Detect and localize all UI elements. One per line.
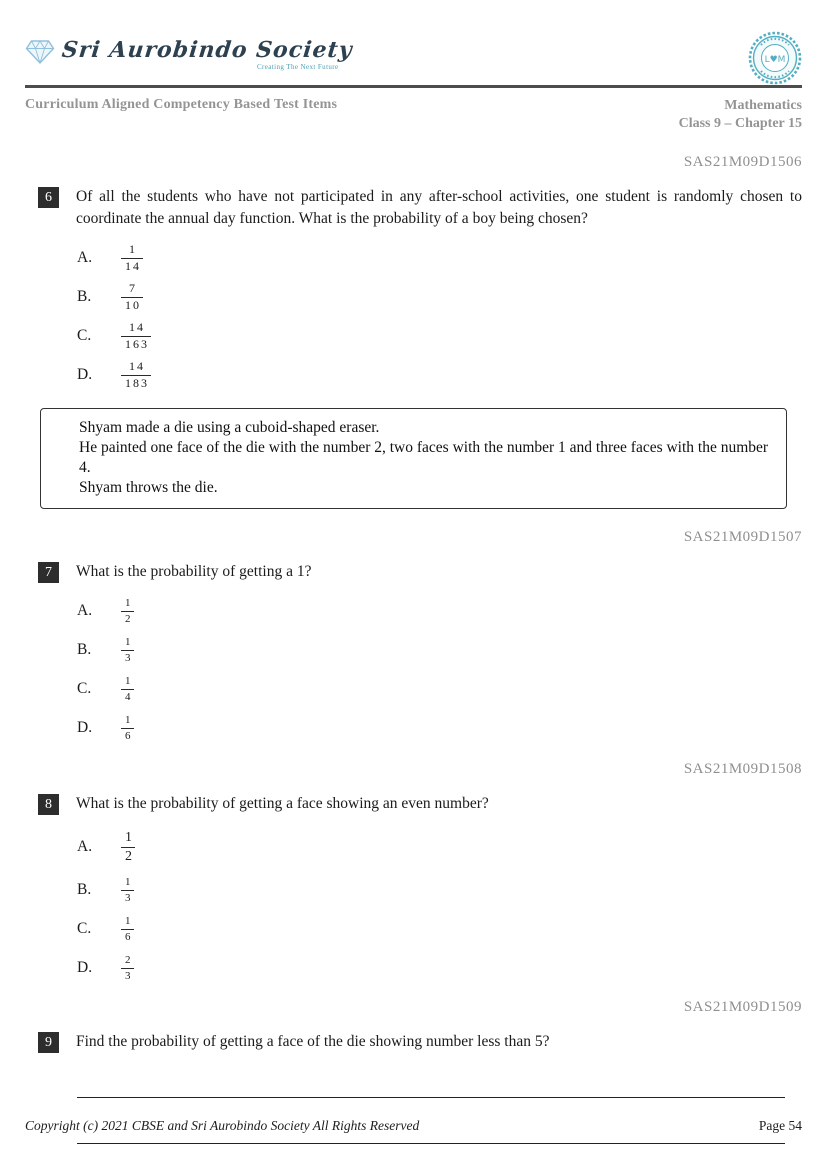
fraction-denominator: 3 — [121, 650, 134, 665]
fraction-denominator: 183 — [121, 375, 151, 391]
question-code: SAS21M09D1506 — [683, 154, 802, 171]
logo-tagline: Creating The Next Future — [256, 63, 339, 71]
option-letter: B. — [77, 881, 92, 899]
question-text: What is the probability of getting a face showing an even number? — [76, 795, 489, 813]
option-letter: C. — [77, 920, 92, 938]
diamond-logo-icon — [25, 39, 55, 70]
fraction-numerator: 1 — [125, 876, 132, 889]
context-line: Shyam throws the die. — [79, 478, 218, 496]
fraction-numerator: 14 — [129, 358, 145, 373]
option-row-a — [77, 242, 802, 274]
class-chapter-label: Class 9 – Chapter 15 — [678, 116, 802, 132]
society-emblem-icon — [748, 31, 802, 90]
option-letter: C. — [77, 327, 92, 345]
option-letter: D. — [77, 959, 93, 977]
fraction-denominator: 163 — [121, 336, 151, 352]
question-6 — [25, 186, 802, 229]
fraction — [121, 243, 143, 274]
document-title: Curriculum Aligned Competency Based Test Items — [25, 97, 338, 112]
fraction — [121, 597, 134, 625]
fraction — [121, 954, 134, 982]
fraction-denominator: 10 — [121, 297, 143, 313]
option-row-c — [77, 320, 802, 352]
fraction — [121, 321, 151, 352]
header-divider — [25, 85, 802, 88]
option-row-c — [77, 674, 802, 704]
answer-blank-line — [77, 1094, 785, 1098]
question-8-options — [77, 828, 802, 983]
option-row-d — [77, 359, 802, 391]
question-number-badge: 9 — [38, 1032, 59, 1053]
option-row-d — [77, 953, 802, 983]
option-letter: A. — [77, 602, 93, 620]
question-code: SAS21M09D1508 — [683, 761, 802, 778]
fraction-denominator: 4 — [121, 689, 134, 704]
fraction — [121, 830, 135, 865]
fraction — [121, 876, 134, 904]
question-code: SAS21M09D1509 — [683, 999, 802, 1016]
fraction-denominator: 3 — [121, 890, 134, 905]
fraction-numerator: 1 — [129, 241, 137, 256]
question-number-badge: 7 — [38, 562, 59, 583]
option-row-b — [77, 875, 802, 905]
option-letter: D. — [77, 719, 93, 737]
svg-text:L♥M: L♥M — [764, 55, 786, 65]
fraction — [121, 282, 143, 313]
question-text: Of all the students who have not participated in any after-school activities, one student is randomly chosen to coordinate the annual day function. What is the probability of a boy being chosen? — [76, 188, 802, 227]
fraction-denominator: 2 — [121, 611, 134, 626]
fraction-denominator: 2 — [121, 847, 135, 865]
fraction-numerator: 2 — [125, 954, 132, 967]
question-9 — [25, 1031, 802, 1053]
fraction — [121, 636, 134, 664]
option-row-b — [77, 281, 802, 313]
fraction — [121, 714, 134, 742]
option-letter: B. — [77, 288, 92, 306]
question-6-options — [77, 242, 802, 391]
page-number: Page 54 — [758, 1118, 802, 1133]
society-logo — [25, 30, 353, 71]
question-8 — [25, 793, 802, 815]
option-letter: B. — [77, 641, 92, 659]
option-row-d — [77, 713, 802, 743]
question-7-options — [77, 596, 802, 743]
header — [25, 30, 802, 84]
option-row-c — [77, 914, 802, 944]
subject-label: Mathematics — [724, 98, 802, 113]
context-line: He painted one face of the die with the number 2, two faces with the number 1 and three faces with the number 4. — [79, 438, 769, 476]
fraction-denominator: 3 — [121, 968, 134, 983]
fraction — [121, 360, 151, 391]
question-code: SAS21M09D1507 — [683, 529, 802, 546]
fraction-numerator: 14 — [129, 319, 145, 334]
option-letter: A. — [77, 249, 93, 267]
fraction-numerator: 7 — [129, 280, 137, 295]
answer-blank-line — [77, 1140, 785, 1144]
fraction-numerator: 1 — [125, 597, 132, 610]
question-text: What is the probability of getting a 1? — [76, 563, 312, 581]
fraction-numerator: 1 — [125, 714, 132, 727]
fraction — [121, 915, 134, 943]
question-number-badge: 8 — [38, 794, 59, 815]
option-letter: C. — [77, 680, 92, 698]
copyright-text: Copyright (c) 2021 CBSE and Sri Aurobindo Society All Rights Reserved — [25, 1118, 420, 1133]
option-letter: A. — [77, 838, 93, 856]
subject-block — [679, 97, 802, 133]
question-number-badge: 6 — [38, 187, 59, 208]
question-7 — [25, 561, 802, 583]
option-row-a — [77, 596, 802, 626]
option-row-b — [77, 635, 802, 665]
fraction-numerator: 1 — [125, 675, 132, 688]
logo-text-group — [62, 39, 353, 71]
fraction-numerator: 1 — [125, 915, 132, 928]
option-row-a — [77, 828, 802, 866]
option-letter: D. — [77, 366, 93, 384]
context-box — [40, 408, 787, 509]
logo-name: Sri Aurobindo Society — [60, 37, 354, 63]
header-meta — [25, 97, 802, 133]
fraction-denominator: 6 — [121, 929, 134, 944]
fraction-numerator: 1 — [125, 829, 133, 845]
question-text: Find the probability of getting a face of the die showing number less than 5? — [76, 1033, 550, 1051]
fraction-denominator: 14 — [121, 258, 143, 274]
context-line: Shyam made a die using a cuboid-shaped eraser. — [79, 419, 380, 437]
fraction-denominator: 6 — [121, 728, 134, 743]
fraction-numerator: 1 — [125, 636, 132, 649]
page-footer — [25, 1118, 802, 1134]
fraction — [121, 675, 134, 703]
